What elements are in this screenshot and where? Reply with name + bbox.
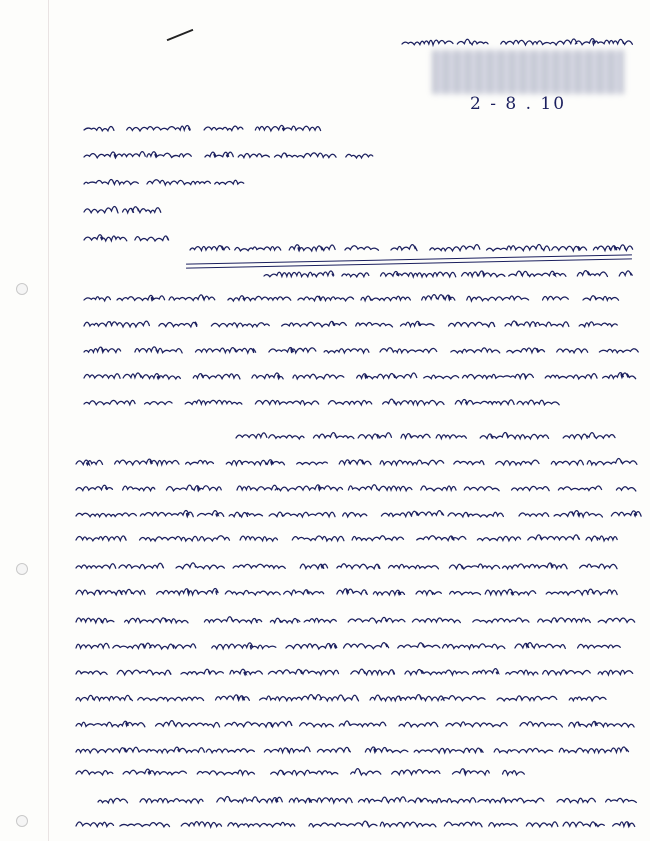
handwriting-word	[138, 697, 204, 701]
handwriting-word	[145, 401, 173, 404]
handwriting-word	[519, 513, 549, 517]
handwriting-word	[324, 349, 369, 353]
handwriting-word	[235, 247, 281, 251]
handwriting-word	[84, 297, 110, 301]
handwriting-word	[400, 321, 434, 326]
handwriting-word	[583, 296, 619, 301]
handwriting-word	[452, 769, 489, 775]
handwriting-word	[348, 485, 411, 491]
handwriting-word	[230, 669, 262, 675]
handwriting-word	[190, 246, 230, 251]
handwriting-word	[268, 669, 338, 674]
handwriting-word	[76, 695, 132, 700]
handwriting-word	[586, 536, 617, 541]
handwriting-word	[300, 564, 327, 569]
handwriting-word	[569, 721, 634, 727]
handwriting-word	[478, 798, 544, 803]
handwriting-word	[580, 564, 617, 569]
handwriting-word	[197, 770, 254, 775]
handwriting-word	[503, 563, 568, 569]
handwriting-word	[264, 271, 334, 277]
handwriting-word	[337, 564, 380, 569]
handwriting-word	[424, 375, 459, 379]
handwriting-word	[84, 235, 127, 241]
handwriting-word	[140, 511, 193, 517]
handwriting-word	[543, 296, 569, 300]
handwriting-word	[449, 564, 499, 569]
handwriting-word	[84, 127, 114, 131]
handwriting-word	[181, 822, 221, 827]
handwriting-word	[269, 512, 335, 517]
handwriting-word	[473, 618, 529, 623]
handwriting-word	[579, 322, 617, 327]
handwriting-word	[76, 589, 145, 595]
handwriting-word	[123, 769, 186, 775]
handwriting-word	[450, 591, 481, 594]
handwriting-word	[123, 207, 161, 213]
handwriting-word	[616, 487, 635, 491]
handwriting-word	[313, 433, 353, 439]
handwriting-word	[489, 823, 518, 827]
handwriting-word	[535, 322, 569, 327]
handwriting-word	[557, 349, 588, 353]
handwriting-word	[181, 669, 223, 674]
handwriting-word	[193, 374, 240, 379]
handwriting-word	[380, 460, 444, 465]
handwriting-word	[252, 373, 283, 379]
handwriting-word	[147, 152, 191, 158]
handwriting-word	[356, 323, 393, 327]
handwriting-word	[383, 399, 444, 405]
handwriting-word	[575, 39, 632, 45]
handwriting-word	[76, 747, 139, 753]
handwriting-word	[603, 373, 636, 379]
handwriting-word	[587, 459, 637, 465]
handwriting-word	[506, 670, 538, 675]
handwriting-word	[76, 643, 109, 648]
handwriting-word	[225, 590, 280, 595]
handwriting-word	[317, 747, 350, 752]
handwriting-word	[76, 485, 113, 490]
handwriting-word	[414, 748, 483, 753]
handwriting-word	[430, 245, 480, 251]
handwriting-word	[115, 459, 179, 465]
handwriting-word	[176, 563, 224, 569]
handwriting-word	[233, 564, 285, 568]
handwriting-word	[477, 536, 520, 540]
handwriting-word	[237, 485, 278, 490]
handwriting-word	[140, 799, 203, 803]
handwriting-word	[211, 323, 269, 327]
handwriting-word	[339, 460, 371, 465]
handwriting-word	[577, 271, 607, 277]
handwriting-word	[140, 536, 199, 541]
handwriting-word	[554, 511, 602, 517]
handwriting-word	[505, 321, 536, 326]
handwriting-word	[551, 460, 583, 465]
handwriting-word	[217, 797, 282, 803]
handwriting-word	[84, 400, 135, 404]
handwriting-word	[391, 245, 417, 251]
handwriting-word	[494, 748, 552, 753]
handwriting-word	[545, 374, 597, 379]
handwriting-word	[76, 671, 107, 675]
handwriting-word	[269, 435, 304, 439]
handwriting-word	[339, 721, 386, 727]
handwriting-word	[125, 618, 188, 623]
handwriting-word	[328, 400, 371, 405]
handwriting-word	[351, 669, 395, 675]
handwriting-word	[76, 770, 113, 775]
handwriting-word	[563, 822, 604, 827]
handwriting-word	[274, 153, 336, 158]
handwriting-word	[462, 374, 533, 379]
handwriting-word	[226, 460, 284, 465]
handwriting-word	[76, 822, 114, 827]
handwriting-word	[619, 271, 632, 276]
handwriting-word	[480, 433, 548, 439]
handwriting-word	[546, 589, 617, 595]
handwriting-word	[216, 695, 250, 700]
handwriting-word	[135, 347, 182, 353]
handwriting-word	[352, 536, 403, 541]
handwriting-word	[113, 643, 151, 648]
handwriting-word	[473, 669, 499, 674]
handwriting-word	[538, 618, 591, 623]
handwriting-word	[337, 589, 367, 595]
handwriting-word	[119, 563, 164, 568]
handwriting-word	[344, 643, 389, 649]
handwriting-word	[381, 272, 456, 277]
handwriting-word	[76, 513, 136, 517]
handwriting-word	[441, 696, 485, 701]
handwriting-word	[185, 400, 242, 404]
handwriting-word	[448, 512, 503, 517]
handwriting-word	[381, 511, 443, 517]
handwriting-word	[358, 433, 391, 439]
handwriting-word	[228, 822, 295, 827]
handwriting-word	[98, 798, 128, 803]
handwriting-word	[282, 321, 347, 326]
handwriting-word	[373, 590, 404, 595]
handwriting-word	[84, 207, 118, 213]
handwriting-word	[147, 180, 210, 185]
handwriting-word	[269, 348, 316, 353]
handwriting-word	[399, 722, 438, 727]
handwriting-word	[186, 460, 214, 464]
handwriting-word	[503, 770, 525, 775]
handwriting-word	[205, 152, 233, 157]
handwriting-word	[117, 295, 165, 300]
handwriting-word	[451, 348, 500, 353]
handwriting-word	[598, 618, 634, 623]
handwriting-word	[507, 348, 545, 353]
handwriting-word	[365, 747, 408, 753]
handwriting-word	[309, 821, 377, 827]
handwriting-word	[255, 125, 320, 131]
handwriting-word	[520, 722, 562, 727]
handwriting-word	[454, 461, 484, 465]
handwriting-word	[412, 618, 460, 623]
handwriting-word	[76, 564, 116, 569]
handwriting-word	[286, 644, 337, 649]
handwriting-word	[150, 644, 196, 649]
handwriting-word	[401, 434, 430, 439]
handwriting-word	[342, 273, 369, 277]
handwriting-word	[76, 460, 103, 465]
handwriting-word	[159, 322, 197, 327]
handwriting-word	[416, 590, 441, 595]
letter-date: 2 - 8 . 10	[470, 94, 567, 114]
handwriting-word	[206, 749, 254, 753]
handwriting-word	[380, 822, 436, 827]
handwriting-word	[512, 486, 550, 490]
handwriting-word	[304, 618, 336, 622]
handwriting-word	[578, 644, 621, 648]
handwriting-word	[464, 487, 499, 491]
handwriting-word	[457, 39, 488, 45]
handwriting-word	[611, 511, 641, 516]
handwriting-word	[139, 747, 204, 753]
handwriting-word	[264, 747, 310, 753]
handwriting-word	[408, 798, 476, 803]
handwriting-word	[169, 295, 215, 301]
handwriting-word	[127, 126, 191, 131]
handwriting-word	[358, 797, 406, 803]
handwriting-word	[157, 589, 219, 595]
handwriting-word	[467, 296, 529, 301]
handwriting-word	[558, 486, 601, 491]
handwriting-word	[76, 618, 114, 623]
handwriting-word	[421, 486, 456, 491]
handwriting-word	[593, 245, 632, 251]
handwriting-word	[436, 435, 466, 439]
handwriting-word	[559, 747, 628, 753]
handwriting-word	[240, 536, 277, 541]
handwriting-word	[284, 590, 324, 595]
handwriting-word	[446, 722, 507, 727]
handwriting-word	[392, 770, 440, 775]
handwriting-word	[236, 433, 267, 438]
handwriting-word	[462, 271, 505, 277]
handwriting-word	[212, 643, 276, 649]
handwriting-word	[361, 296, 410, 301]
handwriting-word	[270, 618, 299, 623]
handwriting-word	[260, 695, 322, 701]
handwriting-word	[526, 822, 557, 827]
handwriting-word	[229, 512, 262, 517]
handwriting-word	[485, 589, 536, 595]
handwriting-word	[204, 126, 243, 130]
handwriting-word	[199, 536, 229, 541]
handwriting-word	[343, 513, 367, 517]
handwriting-word	[228, 296, 291, 301]
handwriting-word	[120, 823, 170, 827]
handwriting-word	[255, 400, 318, 404]
handwriting-word	[517, 400, 559, 405]
handwriting-word	[515, 643, 565, 649]
handwriting-word	[497, 696, 557, 701]
handwriting-word	[345, 246, 379, 251]
handwriting-word	[275, 485, 342, 491]
handwriting-word	[509, 271, 566, 276]
handwriting-word	[271, 770, 338, 775]
handwriting-word	[76, 536, 126, 541]
handwriting-word	[487, 245, 550, 251]
handwriting-word	[293, 374, 344, 379]
handwriting-word	[448, 322, 494, 327]
handwriting-word	[543, 670, 591, 675]
handwriting-word	[297, 462, 328, 465]
handwriting-word	[598, 670, 633, 675]
handwriting-word	[204, 617, 261, 623]
handwriting-word	[563, 433, 615, 439]
handwriting-word	[123, 486, 155, 491]
handwriting-word	[166, 485, 221, 491]
handwriting-word	[84, 347, 121, 352]
handwriting-word	[402, 40, 453, 45]
handwriting-word	[197, 511, 223, 517]
handwriting-word	[405, 669, 469, 674]
handwriting-word	[455, 399, 514, 404]
handwriting-word	[417, 536, 466, 541]
handwriting-word	[346, 154, 373, 158]
handwriting-word	[552, 246, 587, 251]
handwriting-word	[398, 643, 440, 648]
handwriting-word	[292, 536, 344, 541]
handwriting-word	[443, 644, 505, 649]
handwriting-word	[298, 296, 354, 301]
handwriting-word	[84, 374, 120, 379]
handwriting-word	[156, 721, 220, 727]
handwriting-word	[215, 180, 244, 184]
handwriting-word	[569, 696, 606, 700]
handwriting-word	[357, 373, 417, 379]
handwriting-word	[613, 822, 635, 827]
handwriting-word	[76, 721, 145, 727]
handwriting-word	[289, 245, 335, 251]
handwriting-word	[123, 373, 180, 379]
handwriting-word	[238, 154, 269, 158]
handwriting-word	[380, 348, 437, 353]
handwriting-word	[557, 798, 595, 803]
handwriting-word	[348, 617, 405, 622]
handwriting-word	[351, 769, 381, 775]
handwriting-word	[320, 695, 359, 701]
handwriting-word	[606, 798, 637, 802]
handwriting-word	[84, 152, 145, 158]
handwriting-word	[195, 348, 255, 353]
handwriting-word	[289, 798, 352, 803]
handwriting-word	[370, 695, 444, 701]
handwriting-word	[389, 564, 439, 568]
handwriting-word	[599, 349, 638, 353]
handwriting-word	[444, 822, 482, 827]
handwriting-word	[225, 721, 292, 727]
handwriting-word	[300, 723, 334, 727]
handwriting-word	[84, 179, 138, 184]
handwriting-word	[501, 39, 577, 45]
handwriting-word	[496, 460, 539, 465]
handwriting-word	[528, 535, 580, 540]
handwriting-word	[117, 670, 171, 675]
handwriting-word	[84, 321, 149, 327]
handwriting-word	[422, 295, 455, 301]
handwriting-word	[135, 236, 169, 241]
